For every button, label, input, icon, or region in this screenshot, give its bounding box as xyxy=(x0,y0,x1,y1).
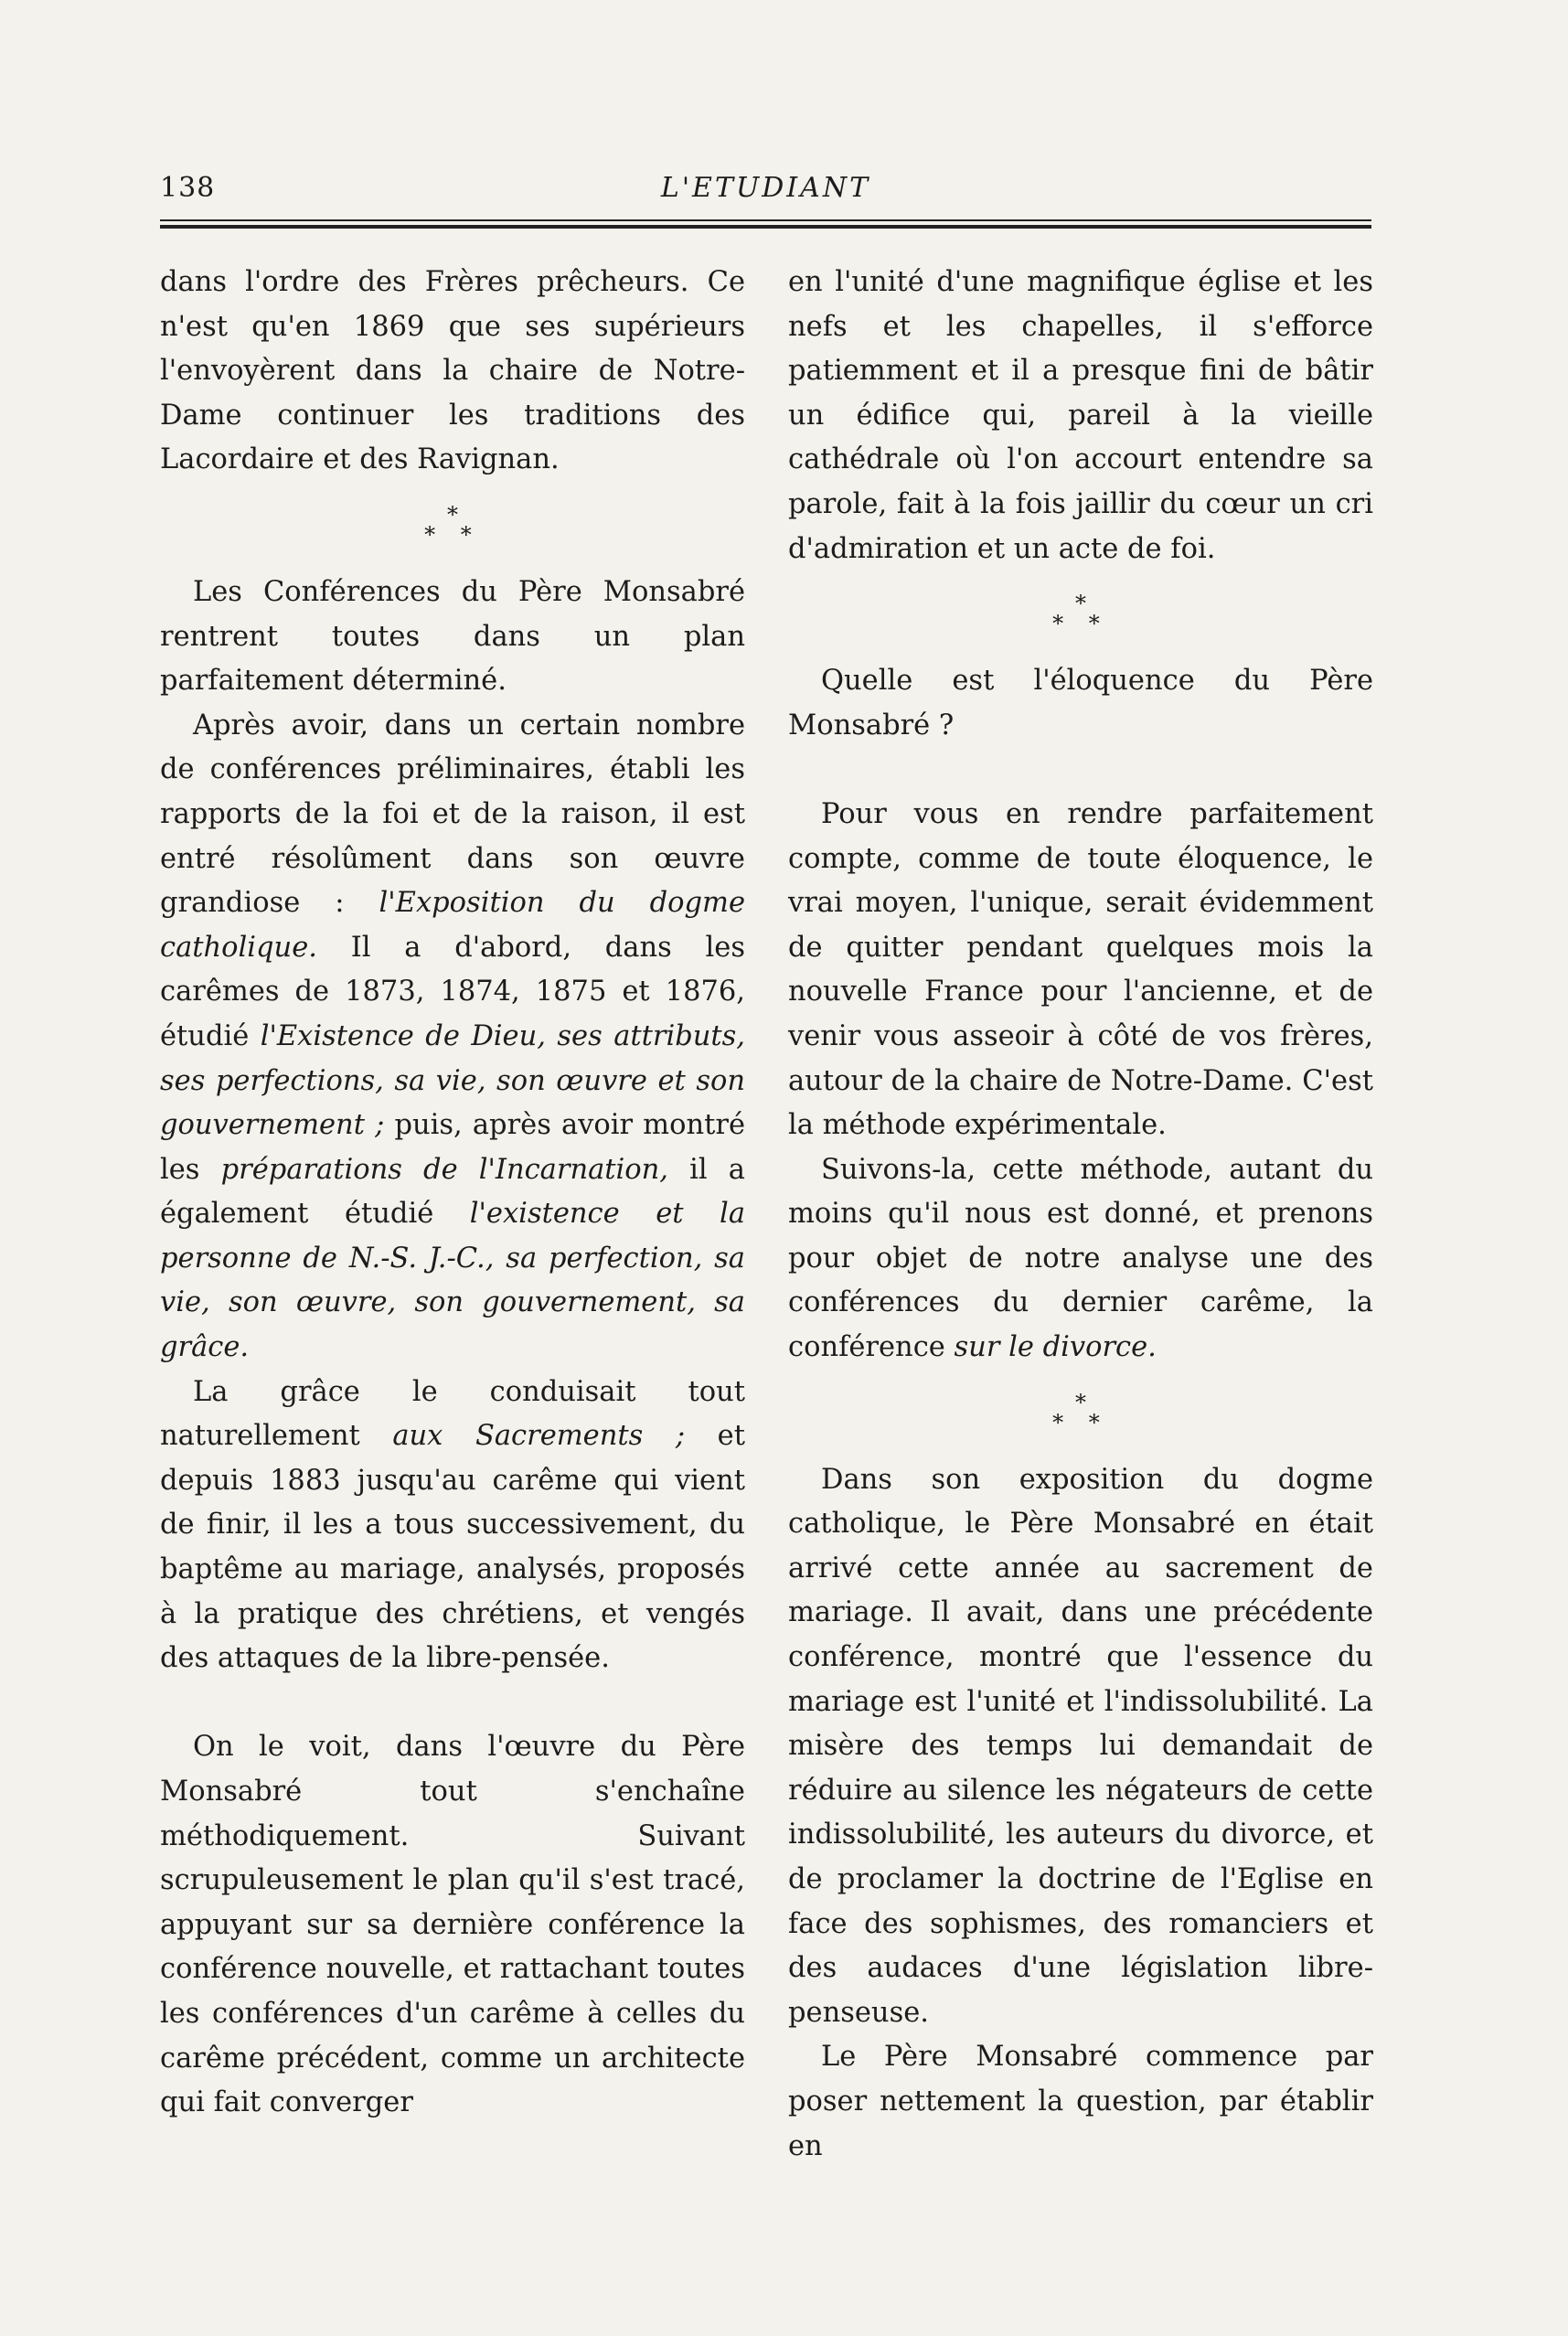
paragraph: La grâce le conduisait tout naturellement aux Sacrements ; et depuis 1883 jusqu'au carême qui vient de finir, il les a tous successivement, du baptême au mariage, analysés, proposés à la pratique des chrétiens, et vengés des attaques de la libre-pensée. xyxy=(160,1375,745,1675)
header-rule-thick xyxy=(160,225,1371,229)
paragraph: dans l'ordre des Frères prêcheurs. Ce n'est qu'en 1869 que ses supérieurs l'envoyèrent dans la chaire de Notre-Dame continuer les traditions des Lacordaire et des Ravignan. xyxy=(160,266,745,476)
paragraph: en l'unité d'une magnifique église et les nefs et les chapelles, il s'efforce patiemment et il a presque fini de bâtir un édifice qui, pareil à la vieille cathédrale où l'on accourt entendre sa parole, fait à la fois jaillir du cœur un cri d'admiration et un acte de foi. xyxy=(788,266,1373,565)
paragraph: Suivons-la, cette méthode, autant du moins qu'il nous est donné, et prenons pour objet de notre analyse une des conférences du dernier carême, la conférence sur le divorce. xyxy=(788,1153,1373,1364)
running-title: L'ETUDIANT xyxy=(660,172,871,204)
paragraph: Les Conférences du Père Monsabré rentrent toutes dans un plan parfaitement déterminé. xyxy=(160,575,745,698)
paragraph: Quelle est l'éloquence du Père Monsabré ? xyxy=(788,665,1373,741)
paragraph: Le Père Monsabré commence par poser nettement la question, par établir en xyxy=(788,2041,1373,2162)
paragraph: Après avoir, dans un certain nombre de conférences préliminaires, établi les rapports de la foi et de la raison, il est entré résolûment dans son œuvre grandiose : l'Exposition du dogme catholique. Il a d'abord, dans les carêmes de 1873, 1874, 1875 et 1876, étudié l'Existence de Dieu, ses attributs, ses perfections, sa vie, son œuvre et son gouvernement ; puis, après avoir montré les préparations de l'Incarnation, il a également étudié l'existence et la personne de N.-S. J.-C., sa perfection, sa vie, son œuvre, son gouvernement, sa grâce. xyxy=(160,709,745,1364)
header-rule-thin xyxy=(160,219,1371,221)
page-header xyxy=(160,172,1371,216)
page-number: 138 xyxy=(160,172,216,204)
left-column xyxy=(160,261,745,2126)
paragraph: On le voit, dans l'œuvre du Père Monsabré tout s'enchaîne méthodiquement. Suivant scrupuleusement le plan qu'il s'est tracé, appuyant sur sa dernière conférence la conférence nouvelle, et rattachant toutes les conférences d'un carême à celles du carême précédent, comme un architecte qui fait converger xyxy=(160,1731,745,2119)
asterism-ornament: * * * xyxy=(1052,1389,1109,1435)
paragraph: Pour vous en rendre parfaitement compte, comme de toute éloquence, le vrai moyen, l'unique, serait évidemment de quitter pendant quelques mois la nouvelle France pour l'ancienne, et de venir vous asseoir à côté de vos frères, autour de la chaire de Notre-Dame. C'est la méthode expérimentale. xyxy=(788,797,1373,1142)
asterism-ornament: * * * xyxy=(1052,591,1109,637)
right-column xyxy=(788,261,1373,2169)
paragraph: Dans son exposition du dogme catholique, le Père Monsabré en était arrivé cette année au sacrement de mariage. Il avait, dans une précédente conférence, montré que l'essence du mariage est l'unité et l'indissolubilité. La misère des temps lui demandait de réduire au silence les négateurs de cette indissolubilité, les auteurs du divorce, et de proclamer la doctrine de l'Eglise en face des sophismes, des romanciers et des audaces d'une législation libre-penseuse. xyxy=(788,1463,1373,2029)
asterism-ornament: * * * xyxy=(424,501,481,548)
